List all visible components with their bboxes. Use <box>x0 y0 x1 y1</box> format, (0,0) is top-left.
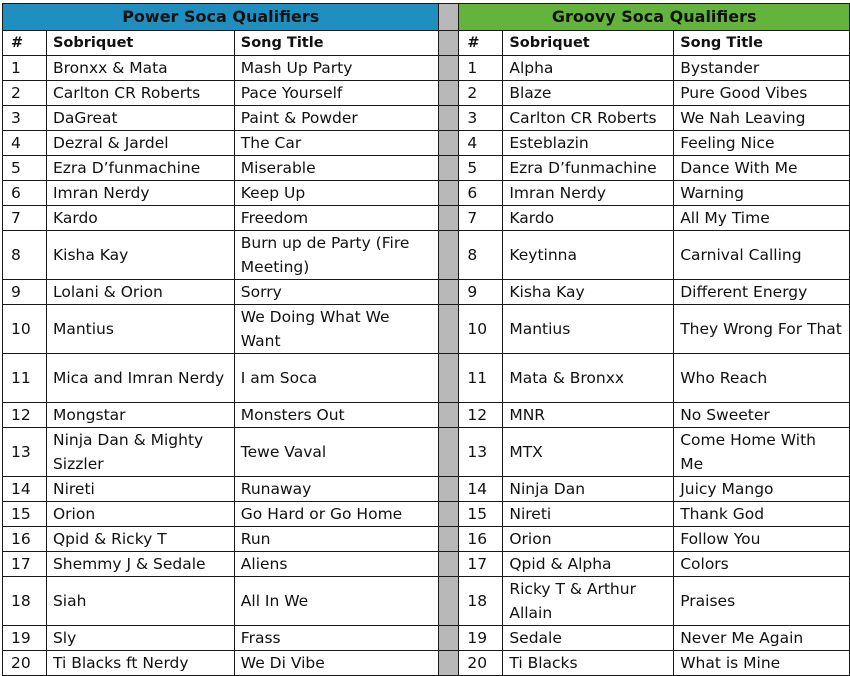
left-song-title: I am Soca <box>234 354 439 403</box>
right-sobriquet: Nireti <box>503 502 674 527</box>
right-row-number: 7 <box>459 206 503 231</box>
table-row <box>3 231 850 280</box>
left-sobriquet: Kisha Kay <box>46 231 234 280</box>
right-sobriquet: Esteblazin <box>503 131 674 156</box>
left-sobriquet: Imran Nerdy <box>46 181 234 206</box>
table-row <box>3 106 850 131</box>
right-row-number: 10 <box>459 305 503 354</box>
right-sobriquet: Kardo <box>503 206 674 231</box>
left-song-title: Sorry <box>234 280 439 305</box>
left-sobriquet: Ti Blacks ft Nerdy <box>46 651 234 676</box>
column-divider <box>439 305 459 354</box>
table-row <box>3 477 850 502</box>
right-row-number: 5 <box>459 156 503 181</box>
right-sobriquet: Mata & Bronxx <box>503 354 674 403</box>
left-row-number: 20 <box>3 651 47 676</box>
right-sobriquet: Ninja Dan <box>503 477 674 502</box>
right-row-number: 2 <box>459 81 503 106</box>
banner-row <box>3 4 850 31</box>
left-sobriquet: Ninja Dan & Mighty Sizzler <box>46 428 234 477</box>
column-divider <box>439 231 459 280</box>
left-row-number: 14 <box>3 477 47 502</box>
right-sobriquet: Alpha <box>503 56 674 81</box>
right-sobriquet: MNR <box>503 403 674 428</box>
table-row <box>3 81 850 106</box>
right-num-header: # <box>459 31 503 56</box>
left-song-title: Keep Up <box>234 181 439 206</box>
left-song-title: We Doing What We Want <box>234 305 439 354</box>
left-sobriquet: Kardo <box>46 206 234 231</box>
left-song-header: Song Title <box>234 31 439 56</box>
left-song-title: The Car <box>234 131 439 156</box>
left-song-title: Aliens <box>234 552 439 577</box>
left-song-title: We Di Vibe <box>234 651 439 676</box>
left-sobriquet: Bronxx & Mata <box>46 56 234 81</box>
right-sobriquet: Ti Blacks <box>503 651 674 676</box>
right-row-number: 3 <box>459 106 503 131</box>
left-num-header: # <box>3 31 47 56</box>
left-row-number: 10 <box>3 305 47 354</box>
right-song-title: We Nah Leaving <box>674 106 850 131</box>
right-song-title: Follow You <box>674 527 850 552</box>
left-song-title: Go Hard or Go Home <box>234 502 439 527</box>
column-divider <box>439 280 459 305</box>
right-song-title: Praises <box>674 577 850 626</box>
right-song-title: Carnival Calling <box>674 231 850 280</box>
left-song-title: Runaway <box>234 477 439 502</box>
left-row-number: 1 <box>3 56 47 81</box>
column-divider <box>439 552 459 577</box>
right-sobriquet-header: Sobriquet <box>503 31 674 56</box>
left-row-number: 8 <box>3 231 47 280</box>
left-row-number: 9 <box>3 280 47 305</box>
left-song-title: Miserable <box>234 156 439 181</box>
right-sobriquet: Carlton CR Roberts <box>503 106 674 131</box>
right-row-number: 15 <box>459 502 503 527</box>
left-song-title: Pace Yourself <box>234 81 439 106</box>
left-song-title: Paint & Powder <box>234 106 439 131</box>
power-soca-title: Power Soca Qualifiers <box>3 4 439 31</box>
right-song-title: Never Me Again <box>674 626 850 651</box>
left-sobriquet: Orion <box>46 502 234 527</box>
column-divider <box>439 428 459 477</box>
column-divider <box>439 156 459 181</box>
right-song-title: Who Reach <box>674 354 850 403</box>
left-row-number: 16 <box>3 527 47 552</box>
right-sobriquet: Imran Nerdy <box>503 181 674 206</box>
table-row <box>3 181 850 206</box>
right-sobriquet: Keytinna <box>503 231 674 280</box>
right-row-number: 9 <box>459 280 503 305</box>
right-song-title: No Sweeter <box>674 403 850 428</box>
left-row-number: 4 <box>3 131 47 156</box>
column-divider <box>439 31 459 56</box>
left-row-number: 19 <box>3 626 47 651</box>
left-row-number: 18 <box>3 577 47 626</box>
left-song-title: Burn up de Party (Fire Meeting) <box>234 231 439 280</box>
column-divider <box>439 477 459 502</box>
right-song-title: Warning <box>674 181 850 206</box>
left-sobriquet: Ezra D’funmachine <box>46 156 234 181</box>
column-divider <box>439 626 459 651</box>
left-sobriquet: Shemmy J & Sedale <box>46 552 234 577</box>
right-row-number: 14 <box>459 477 503 502</box>
left-sobriquet: Nireti <box>46 477 234 502</box>
qualifiers-table <box>2 3 850 676</box>
left-row-number: 5 <box>3 156 47 181</box>
right-song-title: Juicy Mango <box>674 477 850 502</box>
right-song-title: Colors <box>674 552 850 577</box>
left-row-number: 13 <box>3 428 47 477</box>
table-row <box>3 502 850 527</box>
right-sobriquet: MTX <box>503 428 674 477</box>
column-divider <box>439 81 459 106</box>
left-row-number: 12 <box>3 403 47 428</box>
left-song-title: Freedom <box>234 206 439 231</box>
right-row-number: 13 <box>459 428 503 477</box>
table-row <box>3 305 850 354</box>
table-row <box>3 577 850 626</box>
left-sobriquet-header: Sobriquet <box>46 31 234 56</box>
right-song-title: Come Home With Me <box>674 428 850 477</box>
right-sobriquet: Kisha Kay <box>503 280 674 305</box>
right-row-number: 6 <box>459 181 503 206</box>
left-song-title: All In We <box>234 577 439 626</box>
right-song-title: Feeling Nice <box>674 131 850 156</box>
left-song-title: Mash Up Party <box>234 56 439 81</box>
right-row-number: 16 <box>459 527 503 552</box>
table-row <box>3 527 850 552</box>
table-row <box>3 552 850 577</box>
left-sobriquet: Carlton CR Roberts <box>46 81 234 106</box>
left-row-number: 11 <box>3 354 47 403</box>
left-sobriquet: Dezral & Jardel <box>46 131 234 156</box>
right-song-title: Bystander <box>674 56 850 81</box>
left-song-title: Monsters Out <box>234 403 439 428</box>
column-divider <box>439 181 459 206</box>
right-row-number: 17 <box>459 552 503 577</box>
right-row-number: 12 <box>459 403 503 428</box>
left-row-number: 6 <box>3 181 47 206</box>
table-row <box>3 56 850 81</box>
table-row <box>3 131 850 156</box>
right-song-title: They Wrong For That <box>674 305 850 354</box>
left-sobriquet: Mantius <box>46 305 234 354</box>
table-row <box>3 354 850 403</box>
qualifiers-table-wrapper <box>2 3 850 676</box>
right-sobriquet: Mantius <box>503 305 674 354</box>
table-row <box>3 428 850 477</box>
right-row-number: 8 <box>459 231 503 280</box>
groovy-soca-title: Groovy Soca Qualifiers <box>459 4 850 31</box>
table-row <box>3 206 850 231</box>
right-sobriquet: Qpid & Alpha <box>503 552 674 577</box>
right-sobriquet: Ricky T & Arthur Allain <box>503 577 674 626</box>
right-song-title: Different Energy <box>674 280 850 305</box>
header-row <box>3 31 850 56</box>
right-row-number: 20 <box>459 651 503 676</box>
table-row <box>3 403 850 428</box>
right-song-title: All My Time <box>674 206 850 231</box>
right-row-number: 11 <box>459 354 503 403</box>
right-song-header: Song Title <box>674 31 850 56</box>
column-divider <box>439 206 459 231</box>
left-row-number: 7 <box>3 206 47 231</box>
left-sobriquet: Mica and Imran Nerdy <box>46 354 234 403</box>
left-row-number: 2 <box>3 81 47 106</box>
left-row-number: 3 <box>3 106 47 131</box>
column-divider <box>439 106 459 131</box>
left-song-title: Frass <box>234 626 439 651</box>
column-divider <box>439 354 459 403</box>
column-divider <box>439 502 459 527</box>
left-sobriquet: Lolani & Orion <box>46 280 234 305</box>
table-row <box>3 280 850 305</box>
left-sobriquet: Mongstar <box>46 403 234 428</box>
left-row-number: 17 <box>3 552 47 577</box>
column-divider <box>439 403 459 428</box>
right-sobriquet: Blaze <box>503 81 674 106</box>
table-body <box>3 4 850 676</box>
column-divider <box>439 56 459 81</box>
right-song-title: Dance With Me <box>674 156 850 181</box>
left-sobriquet: DaGreat <box>46 106 234 131</box>
right-row-number: 19 <box>459 626 503 651</box>
left-row-number: 15 <box>3 502 47 527</box>
right-sobriquet: Ezra D’funmachine <box>503 156 674 181</box>
left-song-title: Run <box>234 527 439 552</box>
left-sobriquet: Siah <box>46 577 234 626</box>
right-row-number: 4 <box>459 131 503 156</box>
left-sobriquet: Sly <box>46 626 234 651</box>
column-divider <box>439 527 459 552</box>
right-song-title: Pure Good Vibes <box>674 81 850 106</box>
column-divider <box>439 4 459 31</box>
right-song-title: Thank God <box>674 502 850 527</box>
column-divider <box>439 577 459 626</box>
right-row-number: 1 <box>459 56 503 81</box>
left-sobriquet: Qpid & Ricky T <box>46 527 234 552</box>
left-song-title: Tewe Vaval <box>234 428 439 477</box>
right-sobriquet: Sedale <box>503 626 674 651</box>
right-song-title: What is Mine <box>674 651 850 676</box>
table-row <box>3 156 850 181</box>
column-divider <box>439 131 459 156</box>
right-sobriquet: Orion <box>503 527 674 552</box>
table-row <box>3 626 850 651</box>
right-row-number: 18 <box>459 577 503 626</box>
